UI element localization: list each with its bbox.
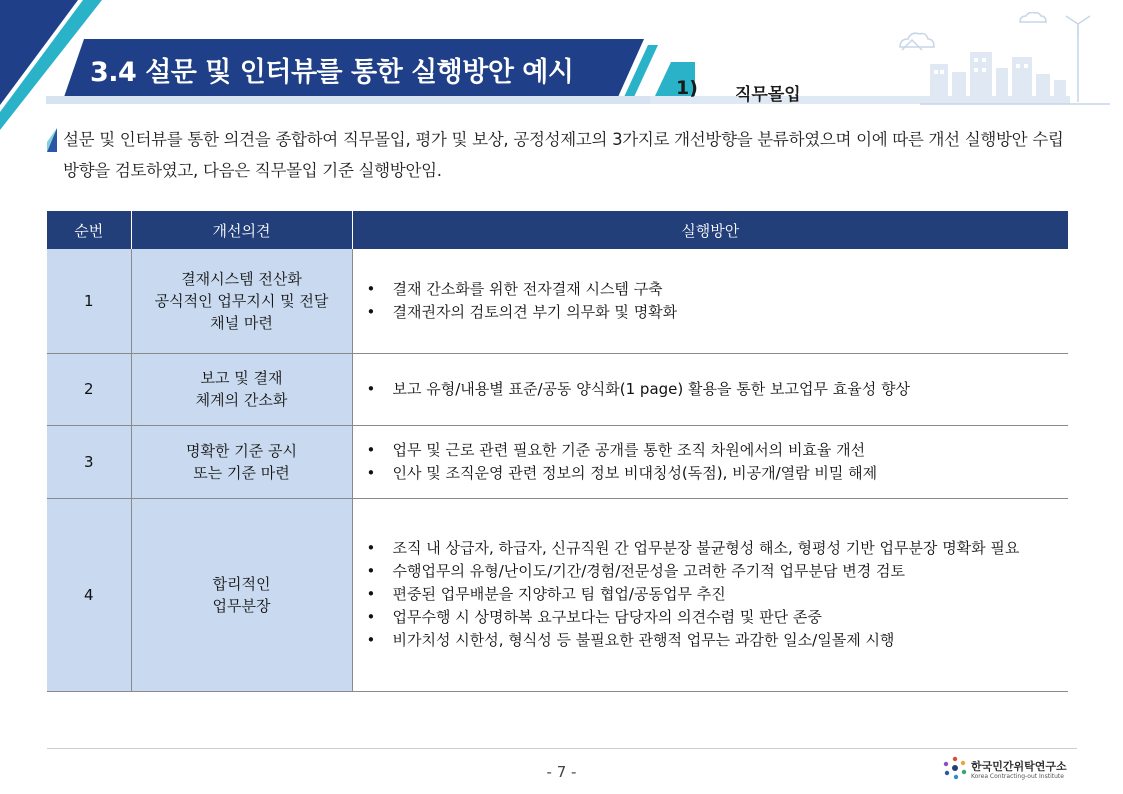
page-number: - 7 - bbox=[546, 763, 577, 781]
row-opinion bbox=[131, 425, 352, 498]
plan-item: • 업무 및 근로 관련 필요한 기준 공개를 통한 조직 차원에서의 비효율 개선 bbox=[365, 439, 1049, 462]
row-number: 4 bbox=[47, 498, 131, 691]
plan-item: • 보고 유형/내용별 표준/공동 양식화(1 page) 활용을 통한 보고업무 효율성 향상 bbox=[365, 378, 1049, 401]
opinion-line: 공식적인 업무지시 및 전달 bbox=[154, 291, 329, 310]
section-number: 1) bbox=[676, 77, 698, 99]
paragraph-marker-icon bbox=[47, 128, 57, 152]
opinion-line: 결재시스템 전산화 bbox=[181, 269, 302, 288]
row-number: 1 bbox=[47, 249, 131, 353]
opinion-line: 체계의 간소화 bbox=[195, 391, 288, 409]
opinion-line: 또는 기준 마련 bbox=[193, 463, 290, 482]
logo-english: Korea Contracting-out Institute bbox=[971, 773, 1064, 780]
institute-logo bbox=[942, 755, 1082, 783]
row-opinion bbox=[131, 249, 352, 353]
title-underline bbox=[46, 96, 650, 104]
logo-mark-icon bbox=[942, 755, 968, 781]
plan-item: • 비가치성 시한성, 형식성 등 불필요한 관행적 업무는 과감한 일소/일몰제 시행 bbox=[365, 629, 1049, 652]
plan-item: • 수행업무의 유형/난이도/기간/경험/전문성을 고려한 주기적 업무분담 변경 검토 bbox=[365, 560, 1049, 583]
page-title: 3.4 설문 및 인터뷰를 통한 실행방안 예시 bbox=[90, 57, 574, 88]
opinion-line: 보고 및 결재 bbox=[200, 369, 283, 387]
opinion-line: 업무분장 bbox=[212, 596, 271, 615]
plan-item: • 결재권자의 검토의견 부기 의무화 및 명확화 bbox=[365, 301, 1049, 324]
logo-name: 한국민간위탁연구소 bbox=[971, 760, 1067, 773]
row-plans bbox=[352, 353, 1068, 425]
header-plan: 실행방안 bbox=[352, 211, 1068, 249]
table-row bbox=[47, 498, 1068, 691]
plan-item: • 조직 내 상급자, 하급자, 신규직원 간 업무분장 불균형성 해소, 형평성 기반 업무분장 명확화 필요 bbox=[365, 537, 1049, 560]
table-header-row bbox=[47, 211, 1068, 249]
row-number: 3 bbox=[47, 425, 131, 498]
row-plans bbox=[352, 425, 1068, 498]
execution-plan-table bbox=[47, 211, 1068, 692]
footer-divider bbox=[47, 748, 1077, 749]
row-number: 2 bbox=[47, 353, 131, 425]
intro-paragraph: 설문 및 인터뷰를 통한 의견을 종합하여 직무몰입, 평가 및 보상, 공정성제고의 3가지로 개선방향을 분류하였으며 이에 따른 개선 실행방안 수립 방향을 검토하였고, 다음은 직무몰입 기준 실행방안임. bbox=[63, 130, 1064, 180]
row-opinion bbox=[131, 498, 352, 691]
row-opinion bbox=[131, 353, 352, 425]
opinion-line: 합리적인 bbox=[212, 574, 271, 593]
city-skyline-icon bbox=[880, 12, 1110, 107]
section-label: 직무몰입 bbox=[735, 85, 801, 105]
plan-item: • 결재 간소화를 위한 전자결재 시스템 구축 bbox=[365, 278, 1049, 301]
header-opinion: 개선의견 bbox=[131, 211, 352, 249]
table-row bbox=[47, 353, 1068, 425]
plan-item: • 업무수행 시 상명하복 요구보다는 담당자의 의견수렴 및 판단 존중 bbox=[365, 606, 1049, 629]
plan-item: • 편중된 업무배분을 지양하고 팀 협업/공동업무 추진 bbox=[365, 583, 1049, 606]
table-row bbox=[47, 425, 1068, 498]
opinion-line: 채널 마련 bbox=[210, 313, 273, 332]
plan-item: • 인사 및 조직운영 관련 정보의 정보 비대칭성(독점), 비공개/열람 비밀 해제 bbox=[365, 462, 1049, 485]
row-plans bbox=[352, 498, 1068, 691]
opinion-line: 명확한 기준 공시 bbox=[186, 441, 297, 460]
header-number: 순번 bbox=[47, 211, 131, 249]
row-plans bbox=[352, 249, 1068, 353]
table-row bbox=[47, 249, 1068, 353]
